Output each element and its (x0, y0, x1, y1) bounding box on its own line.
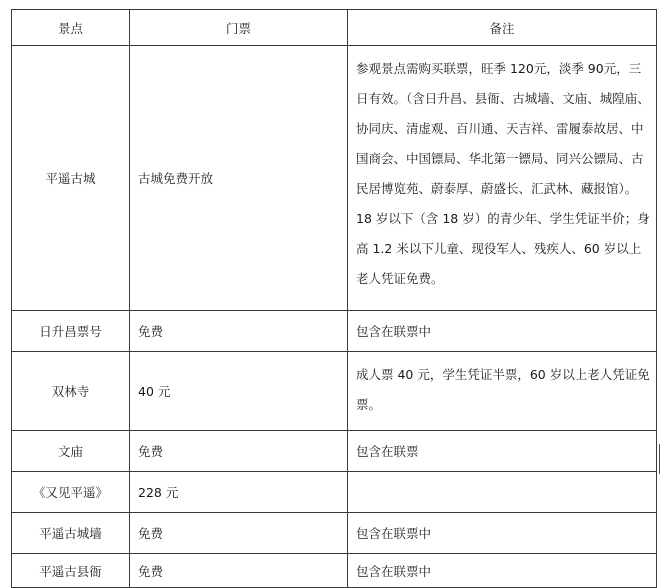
ticket-cell: 免费 (130, 513, 348, 554)
header-note: 备注 (348, 10, 657, 46)
header-site: 景点 (12, 10, 130, 46)
site-cell: 双林寺 (12, 352, 130, 431)
text-cursor-mark (659, 444, 660, 474)
table-row (12, 513, 657, 554)
note-cell: 包含在联票中 (348, 311, 657, 352)
table-row (12, 311, 657, 352)
ticket-cell: 免费 (130, 431, 348, 472)
site-cell: 平遥古城 (12, 46, 130, 311)
site-cell: 平遥古城墙 (12, 513, 130, 554)
note-cell: 包含在联票中 (348, 554, 657, 588)
table-row (12, 472, 657, 513)
table-row (12, 554, 657, 588)
note-cell: 成人票 40 元，学生凭证半票，60 岁以上老人凭证免票。 (348, 352, 657, 431)
table-row (12, 46, 657, 311)
site-cell: 日升昌票号 (12, 311, 130, 352)
ticket-table (11, 9, 657, 588)
ticket-cell: 免费 (130, 554, 348, 588)
note-cell: 包含在联票中 (348, 513, 657, 554)
table-header-row (12, 10, 657, 46)
ticket-cell: 免费 (130, 311, 348, 352)
site-cell: 文庙 (12, 431, 130, 472)
table-row (12, 352, 657, 431)
note-cell (348, 472, 657, 513)
site-cell: 《又见平遥》 (12, 472, 130, 513)
note-cell: 参观景点需购买联票，旺季 120元，淡季 90元，三日有效。（含日升昌、县衙、古城墙、文庙、城隍庙、协同庆、清虚观、百川通、天吉祥、雷履泰故居、中国商会、中国镖局、华北第一镖局、同兴公镖局、古民居博览苑、蔚泰厚、蔚盛长、汇武林、藏报馆）。18 岁以下（含 18 岁）的青少年、学生凭证半价；身高 1.2 米以下儿童、现役军人、残疾人、60 岁以上老人凭证免费。 (348, 46, 657, 311)
ticket-cell: 228 元 (130, 472, 348, 513)
ticket-cell: 古城免费开放 (130, 46, 348, 311)
ticket-cell: 40 元 (130, 352, 348, 431)
table-row (12, 431, 657, 472)
header-ticket: 门票 (130, 10, 348, 46)
note-cell: 包含在联票 (348, 431, 657, 472)
site-cell: 平遥古县衙 (12, 554, 130, 588)
